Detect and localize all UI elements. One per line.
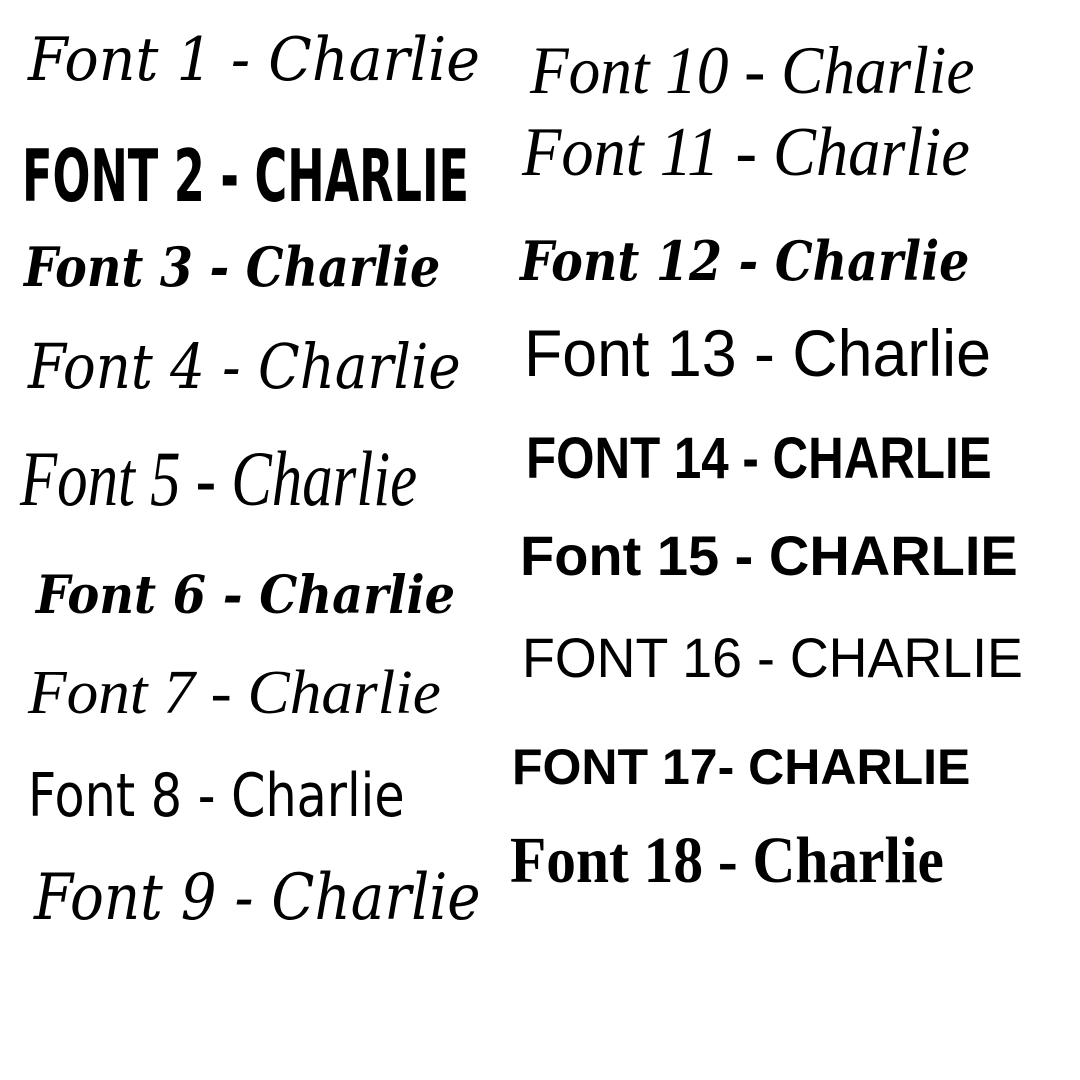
font-sample-8: Font 8 - Charlie — [28, 761, 405, 831]
font-sample-12: Font 12 - Charlie — [520, 229, 970, 293]
font-sample-4: Font 4 - Charlie — [28, 330, 461, 403]
font-sample-15: Font 15 - CHARLIE — [520, 524, 1018, 587]
font-sample-6: Font 6 - Charlie — [36, 565, 456, 626]
font-sample-3: Font 3 - Charlie — [24, 235, 441, 299]
font-sample-11: Font 11 - Charlie — [522, 114, 970, 191]
font-sample-2: FONT 2 - CHARLIE — [22, 134, 470, 218]
font-sample-18: Font 18 - Charlie — [510, 824, 944, 897]
font-sample-5: Font 5 - Charlie — [20, 435, 418, 522]
font-sample-7: Font 7 - Charlie — [28, 659, 441, 727]
font-sample-17: FONT 17- CHARLIE — [512, 739, 971, 795]
font-sample-10: Font 10 - Charlie — [530, 32, 975, 108]
font-sample-14: FONT 14 - CHARLIE — [526, 426, 992, 491]
font-sample-9: Font 9 - Charlie — [34, 861, 481, 935]
font-sample-16: FONT 16 - CHARLIE — [522, 626, 1023, 689]
font-sample-1: Font 1 - Charlie — [28, 25, 480, 95]
font-sample-13: Font 13 - Charlie — [524, 316, 991, 390]
